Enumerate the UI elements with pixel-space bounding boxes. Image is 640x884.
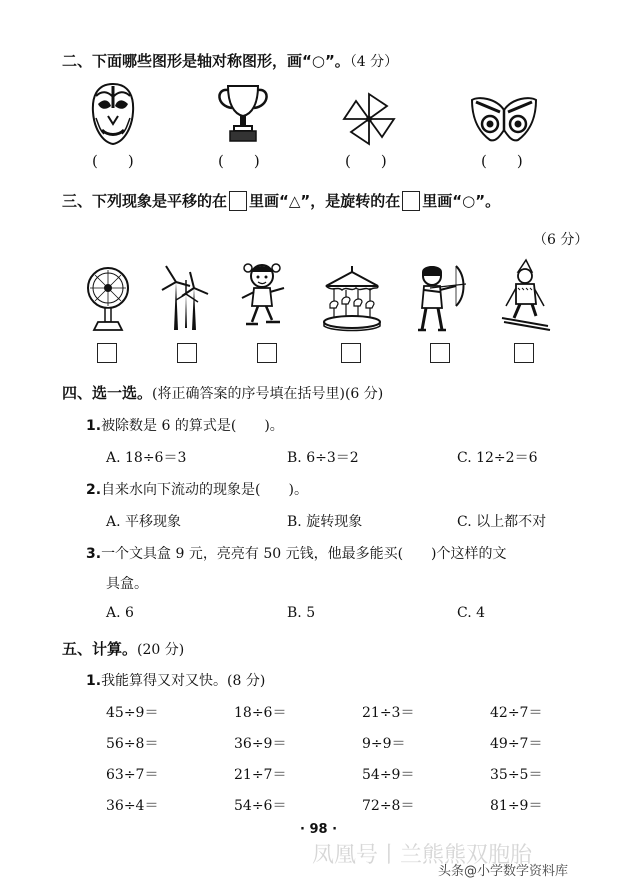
inline-box-rotation bbox=[402, 191, 420, 211]
q2-option-a: A. 平移现象 bbox=[106, 514, 182, 530]
watermark-phoenix: 凤凰号丨兰熊熊双胞胎 bbox=[312, 843, 533, 868]
q3-option-b: B. 5 bbox=[287, 605, 316, 621]
answer-box-skater[interactable] bbox=[257, 343, 277, 363]
archer-icon bbox=[410, 262, 468, 334]
page-number: · 98 · bbox=[300, 822, 338, 837]
calc-problem: 81÷9＝ bbox=[490, 798, 543, 814]
calc-problem: 56÷8＝ bbox=[106, 736, 159, 752]
answer-box-skier[interactable] bbox=[514, 343, 534, 363]
opera-mask-icon bbox=[90, 82, 136, 146]
answer-box-fan[interactable] bbox=[97, 343, 117, 363]
q1-option-b: B. 6÷3＝2 bbox=[287, 450, 359, 466]
question-3-continued: 具盒。 bbox=[106, 576, 148, 592]
calc-problem: 45÷9＝ bbox=[106, 705, 159, 721]
calc-problem: 42÷7＝ bbox=[490, 705, 543, 721]
inline-box-translation bbox=[229, 191, 247, 211]
wind-turbine-icon bbox=[160, 264, 210, 332]
skating-girl-icon bbox=[238, 262, 290, 334]
calc-problem: 21÷7＝ bbox=[234, 767, 287, 783]
paren-mask[interactable]: ( ) bbox=[92, 152, 134, 170]
calc-problem: 72÷8＝ bbox=[362, 798, 415, 814]
calc-problem: 54÷6＝ bbox=[234, 798, 287, 814]
q2-option-c: C. 以上都不对 bbox=[457, 514, 547, 530]
section2-title: 二、下面哪些图形是轴对称图形，画“○”。（4 分） bbox=[62, 52, 399, 70]
watermark-toutiao: 头条@小学数学资料库 bbox=[438, 864, 569, 879]
q1-option-c: C. 12÷2＝6 bbox=[457, 450, 538, 466]
paren-pinwheel[interactable]: ( ) bbox=[345, 152, 387, 170]
calc-problem: 21÷3＝ bbox=[362, 705, 415, 721]
answer-box-turbine[interactable] bbox=[177, 343, 197, 363]
question-1: 1.被除数是 6 的算式是( )。 bbox=[86, 418, 284, 434]
calc-problem: 36÷4＝ bbox=[106, 798, 159, 814]
q1-option-a: A. 18÷6＝3 bbox=[106, 450, 187, 466]
section3-title: 三、下列现象是平移的在 里画“△”，是旋转的在 里画“○”。 bbox=[62, 192, 501, 210]
calc-problem: 9÷9＝ bbox=[362, 736, 406, 752]
butterfly-icon bbox=[470, 96, 538, 144]
calc-problem: 18÷6＝ bbox=[234, 705, 287, 721]
section3-points: （6 分） bbox=[533, 232, 589, 248]
section4-title: 四、选一选。(将正确答案的序号填在括号里)(6 分) bbox=[62, 384, 384, 402]
section5-title: 五、计算。(20 分) bbox=[62, 640, 185, 658]
electric-fan-icon bbox=[86, 266, 130, 334]
calc-problem: 49÷7＝ bbox=[490, 736, 543, 752]
paren-trophy[interactable]: ( ) bbox=[218, 152, 260, 170]
q3-option-c: C. 4 bbox=[457, 605, 486, 621]
pinwheel-icon bbox=[342, 92, 396, 146]
calc-problem: 36÷9＝ bbox=[234, 736, 287, 752]
trophy-icon bbox=[214, 82, 272, 144]
paren-butterfly[interactable]: ( ) bbox=[481, 152, 523, 170]
q2-option-b: B. 旋转现象 bbox=[287, 514, 363, 530]
question-3: 3.一个文具盒 9 元，亮亮有 50 元钱，他最多能买( )个这样的文 bbox=[86, 546, 507, 562]
calc-problem: 35÷5＝ bbox=[490, 767, 543, 783]
section5-subtitle: 1.我能算得又对又快。(8 分) bbox=[86, 673, 266, 689]
answer-box-archer[interactable] bbox=[430, 343, 450, 363]
skier-icon bbox=[500, 260, 552, 332]
q3-option-a: A. 6 bbox=[106, 605, 134, 621]
calc-problem: 54÷9＝ bbox=[362, 767, 415, 783]
calc-problem: 63÷7＝ bbox=[106, 767, 159, 783]
carousel-icon bbox=[322, 264, 382, 332]
question-2: 2.自来水向下流动的现象是( )。 bbox=[86, 482, 308, 498]
answer-box-carousel[interactable] bbox=[341, 343, 361, 363]
